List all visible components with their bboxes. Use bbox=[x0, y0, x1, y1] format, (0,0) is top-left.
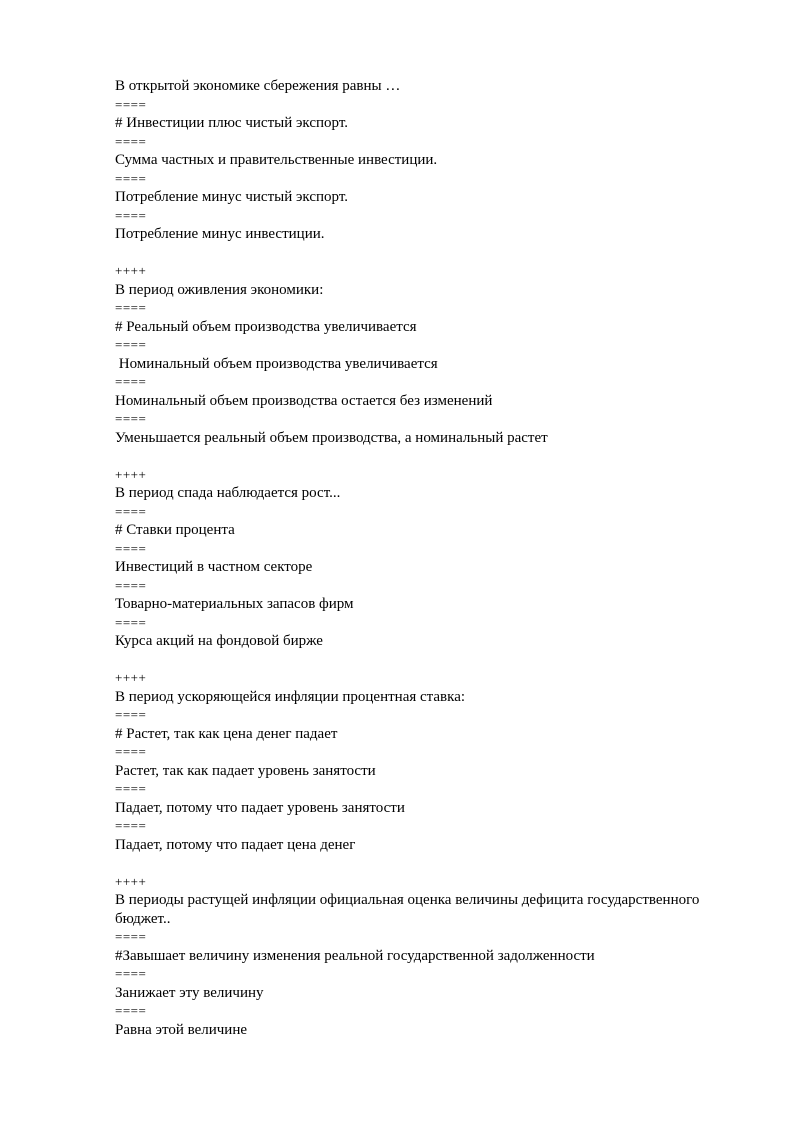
answer-separator: ==== bbox=[115, 818, 147, 833]
question-text: В период оживления экономики: bbox=[115, 281, 324, 298]
answer-option: Номинальный объем производства увеличивается bbox=[115, 355, 438, 372]
answer-separator: ==== bbox=[115, 207, 147, 223]
answer-option: Сумма частных и правительственные инвестиции. bbox=[115, 152, 438, 168]
answer-option: Потребление минус инвестиции. bbox=[115, 226, 325, 242]
question-separator: ++++ bbox=[115, 670, 147, 685]
answer-option: # Реальный объем производства увеличивается bbox=[115, 318, 417, 335]
question-text: В периоды растущей инфляции официальная оценка величины дефицита государственного бюджет.. bbox=[115, 892, 704, 927]
answer-option: Потребление минус чистый экспорт. bbox=[115, 189, 349, 205]
answer-separator: ==== bbox=[115, 966, 147, 981]
document-page bbox=[115, 77, 755, 1039]
answer-option: # Инвестиции плюс чистый экспорт. bbox=[115, 115, 348, 131]
answer-separator: ==== bbox=[115, 96, 147, 112]
answer-separator: ==== bbox=[115, 614, 147, 630]
blank-line bbox=[115, 854, 755, 873]
blank-line bbox=[115, 244, 755, 263]
answer-option: Падает, потому что падает уровень занятости bbox=[115, 799, 405, 816]
answer-separator: ==== bbox=[115, 337, 147, 352]
blank-line bbox=[115, 651, 755, 670]
question-text: В открытой экономике сбережения равны … bbox=[115, 78, 401, 94]
question-text: В период спада наблюдается рост... bbox=[115, 485, 341, 501]
question-text: В период ускоряющейся инфляции процентная ставка: bbox=[115, 688, 466, 705]
answer-separator: ==== bbox=[115, 929, 147, 944]
answer-separator: ==== bbox=[115, 374, 147, 389]
answer-separator: ==== bbox=[115, 1003, 147, 1018]
blank-line bbox=[115, 447, 755, 466]
answer-option: Равна этой величине bbox=[115, 1021, 248, 1038]
question-block bbox=[115, 669, 755, 854]
answer-option: Курса акций на фондовой бирже bbox=[115, 633, 323, 649]
answer-option: Уменьшается реальный объем производства, а номинальный растет bbox=[115, 429, 548, 446]
answer-separator: ==== bbox=[115, 540, 147, 556]
question-separator: ++++ bbox=[115, 873, 147, 889]
answer-option: # Ставки процента bbox=[115, 522, 235, 538]
answer-option: # Растет, так как цена денег падает bbox=[115, 725, 338, 742]
answer-option: Падает, потому что падает цена денег bbox=[115, 836, 356, 853]
answer-separator: ==== bbox=[115, 503, 147, 519]
answer-separator: ==== bbox=[115, 133, 147, 149]
answer-separator: ==== bbox=[115, 744, 147, 759]
answer-separator: ==== bbox=[115, 411, 147, 426]
answer-separator: ==== bbox=[115, 300, 147, 315]
answer-separator: ==== bbox=[115, 170, 147, 186]
question-block bbox=[115, 77, 755, 244]
answer-option: Занижает эту величину bbox=[115, 984, 264, 1001]
question-block bbox=[115, 873, 755, 1040]
answer-option: Инвестиций в частном секторе bbox=[115, 559, 313, 575]
answer-option: #Завышает величину изменения реальной государственной задолженности bbox=[115, 947, 595, 964]
answer-separator: ==== bbox=[115, 781, 147, 796]
question-separator: ++++ bbox=[115, 466, 147, 482]
answer-option: Номинальный объем производства остается без изменений bbox=[115, 392, 493, 409]
answer-option: Товарно-материальных запасов фирм bbox=[115, 596, 354, 612]
answer-separator: ==== bbox=[115, 707, 147, 722]
question-block bbox=[115, 262, 755, 447]
question-separator: ++++ bbox=[115, 263, 147, 278]
question-block bbox=[115, 466, 755, 651]
answer-separator: ==== bbox=[115, 577, 147, 593]
answer-option: Растет, так как падает уровень занятости bbox=[115, 762, 376, 779]
